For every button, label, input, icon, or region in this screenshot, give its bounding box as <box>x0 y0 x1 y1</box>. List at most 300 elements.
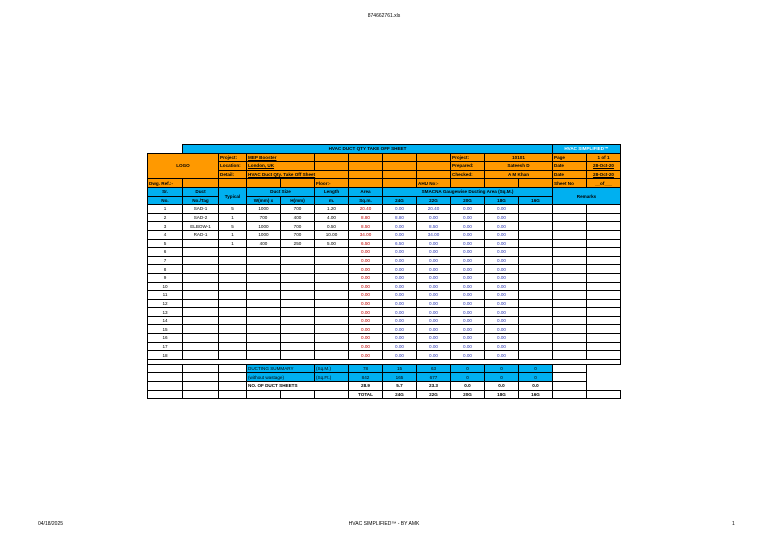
row-width <box>247 325 281 334</box>
row-remarks <box>587 308 621 317</box>
row-area: 8.50 <box>349 222 383 231</box>
row-height: 250 <box>281 239 315 248</box>
row-tag <box>183 265 219 274</box>
row-22g: 0.00 <box>417 316 451 325</box>
summary-label-3: NO. OF DUCT SHEETS <box>247 382 349 391</box>
row-width <box>247 308 281 317</box>
row-remarks <box>587 342 621 351</box>
row-remarks <box>553 308 587 317</box>
row-length <box>315 351 349 360</box>
row-length <box>315 248 349 257</box>
row-width <box>247 291 281 300</box>
row-16g <box>519 316 553 325</box>
row-area: 0.00 <box>349 265 383 274</box>
project-no-value: 10101 <box>485 153 553 162</box>
row-width: 700 <box>247 213 281 222</box>
checked-value: A M Khan <box>485 170 553 179</box>
row-area: 6.50 <box>349 239 383 248</box>
row-typical <box>219 282 247 291</box>
table-row <box>148 308 621 317</box>
row-width: 1000 <box>247 205 281 214</box>
row-tag <box>183 299 219 308</box>
floor-label: Floor:- <box>315 179 349 188</box>
col-no-tag: No./Tag <box>183 196 219 205</box>
row-20g: 0.00 <box>451 256 485 265</box>
summary-16g-sheets: 0.0 <box>519 382 553 391</box>
row-remarks <box>587 334 621 343</box>
row-width <box>247 299 281 308</box>
col-duct-size: Duct Size <box>247 187 315 196</box>
row-tag: RAD-1 <box>183 230 219 239</box>
sheet-no-label: Sheet No <box>553 179 587 188</box>
row-remarks <box>587 265 621 274</box>
row-remarks <box>587 222 621 231</box>
sheet-no-value: __of___ <box>587 179 621 188</box>
row-16g <box>519 325 553 334</box>
row-16g <box>519 213 553 222</box>
row-tag <box>183 282 219 291</box>
project-label: Project: <box>219 153 247 162</box>
row-18g: 0.00 <box>485 205 519 214</box>
row-20g: 0.00 <box>451 325 485 334</box>
row-remarks <box>553 299 587 308</box>
row-height <box>281 282 315 291</box>
row-22g: 0.00 <box>417 265 451 274</box>
row-remarks <box>553 256 587 265</box>
row-area: 0.00 <box>349 248 383 257</box>
row-typical: 1 <box>219 213 247 222</box>
table-row <box>148 316 621 325</box>
summary-24g-sqm: 15 <box>383 364 417 373</box>
row-remarks <box>553 265 587 274</box>
row-remarks <box>553 325 587 334</box>
row-typical <box>219 342 247 351</box>
row-length <box>315 316 349 325</box>
col-width: W(mm) x <box>247 196 281 205</box>
row-height: 700 <box>281 230 315 239</box>
total-16g: 16G <box>519 390 553 399</box>
row-16g <box>519 230 553 239</box>
row-remarks <box>553 316 587 325</box>
row-18g: 0.00 <box>485 273 519 282</box>
row-16g <box>519 239 553 248</box>
row-16g <box>519 342 553 351</box>
page-value: 1 of 1 <box>587 153 621 162</box>
summary-24g-sheets: 5.7 <box>383 382 417 391</box>
detail-label: Detail: <box>219 170 247 179</box>
row-length <box>315 299 349 308</box>
row-area: 34.00 <box>349 230 383 239</box>
row-length <box>315 291 349 300</box>
row-typical <box>219 325 247 334</box>
row-18g: 0.00 <box>485 308 519 317</box>
footer-date: 04/18/2025 <box>38 521 64 527</box>
row-height <box>281 248 315 257</box>
row-width: 1000 <box>247 222 281 231</box>
row-18g: 0.00 <box>485 351 519 360</box>
row-24g: 6.50 <box>383 239 417 248</box>
row-typical: 5 <box>219 222 247 231</box>
row-16g <box>519 248 553 257</box>
row-remarks <box>553 334 587 343</box>
row-remarks <box>587 256 621 265</box>
row-22g: 0.00 <box>417 308 451 317</box>
row-remarks <box>553 291 587 300</box>
logo: LOGO <box>148 153 219 179</box>
row-20g: 0.00 <box>451 291 485 300</box>
row-width <box>247 248 281 257</box>
row-typical: 1 <box>219 239 247 248</box>
row-sr: 4 <box>148 230 183 239</box>
row-typical <box>219 334 247 343</box>
row-area: 0.00 <box>349 325 383 334</box>
footer-title: HVAC SIMPLIFIED™ - BY AMK <box>348 521 420 527</box>
table-row <box>148 265 621 274</box>
row-tag <box>183 273 219 282</box>
row-24g: 0.00 <box>383 273 417 282</box>
row-24g: 0.00 <box>383 316 417 325</box>
row-tag <box>183 342 219 351</box>
row-18g: 0.00 <box>485 334 519 343</box>
summary-22g-sqft: 677 <box>417 373 451 382</box>
prepared-label: Prepared: <box>451 162 485 171</box>
row-18g: 0.00 <box>485 222 519 231</box>
row-typical: 5 <box>219 205 247 214</box>
row-remarks <box>587 282 621 291</box>
page-label: Page <box>553 153 587 162</box>
table-row <box>148 299 621 308</box>
row-sr: 12 <box>148 299 183 308</box>
row-20g: 0.00 <box>451 230 485 239</box>
row-22g: 0.00 <box>417 273 451 282</box>
row-tag <box>183 291 219 300</box>
row-width <box>247 256 281 265</box>
row-24g: 0.00 <box>383 334 417 343</box>
table-row <box>148 222 621 231</box>
row-area: 0.00 <box>349 299 383 308</box>
date1-label: Date <box>553 162 587 171</box>
row-area: 20.40 <box>349 205 383 214</box>
row-typical <box>219 316 247 325</box>
row-24g: 0.00 <box>383 265 417 274</box>
row-18g: 0.00 <box>485 239 519 248</box>
row-22g: 0.00 <box>417 256 451 265</box>
dwg-ref-label: Dwg. Ref.:- <box>148 179 183 188</box>
row-16g <box>519 273 553 282</box>
row-typical <box>219 308 247 317</box>
row-16g <box>519 299 553 308</box>
row-24g: 0.00 <box>383 325 417 334</box>
row-width <box>247 351 281 360</box>
row-width <box>247 265 281 274</box>
row-height <box>281 273 315 282</box>
row-24g: 0.00 <box>383 222 417 231</box>
row-24g: 0.00 <box>383 230 417 239</box>
row-tag: ELBOW-1 <box>183 222 219 231</box>
row-22g: 0.00 <box>417 334 451 343</box>
col-20g: 20G <box>451 196 485 205</box>
row-typical <box>219 273 247 282</box>
row-length <box>315 325 349 334</box>
row-remarks <box>587 299 621 308</box>
row-20g: 0.00 <box>451 316 485 325</box>
prepared-value: Sateesh D <box>485 162 553 171</box>
row-length <box>315 273 349 282</box>
date2-label: Date <box>553 170 587 179</box>
row-18g: 0.00 <box>485 299 519 308</box>
row-length: 10.00 <box>315 230 349 239</box>
row-length <box>315 334 349 343</box>
row-width <box>247 282 281 291</box>
summary-24g-sqft: 165 <box>383 373 417 382</box>
row-22g: 0.00 <box>417 325 451 334</box>
summary-area-sqm: 78 <box>349 364 383 373</box>
row-remarks <box>587 291 621 300</box>
row-typical <box>219 248 247 257</box>
row-area: 0.00 <box>349 282 383 291</box>
row-remarks <box>553 239 587 248</box>
row-18g: 0.00 <box>485 248 519 257</box>
summary-label-1: DUCTING SUMMARY <box>247 364 315 373</box>
project-value: MEP Booster <box>247 153 315 162</box>
row-remarks <box>587 213 621 222</box>
table-row <box>148 248 621 257</box>
row-18g: 0.00 <box>485 230 519 239</box>
row-sr: 17 <box>148 342 183 351</box>
checked-label: Checked: <box>451 170 485 179</box>
table-row <box>148 273 621 282</box>
row-16g <box>519 334 553 343</box>
row-sr: 7 <box>148 256 183 265</box>
row-height: 400 <box>281 213 315 222</box>
sheet-title: HVAC DUCT QTY TAKE OFF SHEET <box>183 145 553 154</box>
col-18g: 18G <box>485 196 519 205</box>
summary-area-sheets: 28.9 <box>349 382 383 391</box>
location-label: Location: <box>219 162 247 171</box>
row-24g: 0.00 <box>383 299 417 308</box>
row-typical <box>219 299 247 308</box>
total-20g: 20G <box>451 390 485 399</box>
row-sr: 9 <box>148 273 183 282</box>
row-tag <box>183 248 219 257</box>
row-tag <box>183 351 219 360</box>
row-20g: 0.00 <box>451 265 485 274</box>
row-tag <box>183 334 219 343</box>
file-name: 874662761.xls <box>367 13 401 19</box>
row-16g <box>519 205 553 214</box>
row-sr: 8 <box>148 265 183 274</box>
row-width: 400 <box>247 239 281 248</box>
col-smacna: SMACNA Gaugewise Ducting Area (Sq.M.) <box>383 187 553 196</box>
row-20g: 0.00 <box>451 273 485 282</box>
row-height <box>281 325 315 334</box>
row-22g: 0.00 <box>417 282 451 291</box>
summary-unit-sqft: (Sq.Ft.) <box>315 373 349 382</box>
row-16g <box>519 291 553 300</box>
row-typical: 1 <box>219 230 247 239</box>
row-remarks <box>587 248 621 257</box>
row-sr: 10 <box>148 282 183 291</box>
summary-label-2: (without wastage) <box>247 373 315 382</box>
row-20g: 0.00 <box>451 248 485 257</box>
row-remarks <box>587 239 621 248</box>
row-area: 0.00 <box>349 291 383 300</box>
row-height: 700 <box>281 205 315 214</box>
row-remarks <box>587 325 621 334</box>
row-typical <box>219 291 247 300</box>
row-24g: 0.00 <box>383 308 417 317</box>
row-length: 1.20 <box>315 205 349 214</box>
row-width <box>247 334 281 343</box>
col-24g: 24G <box>383 196 417 205</box>
row-22g: 34.00 <box>417 230 451 239</box>
row-area: 0.00 <box>349 308 383 317</box>
col-no: No. <box>148 196 183 205</box>
project-no-label: Project: <box>451 153 485 162</box>
row-height: 700 <box>281 222 315 231</box>
ahu-no-label: AHU No:- <box>417 179 451 188</box>
row-typical <box>219 265 247 274</box>
summary-area-sqft: 842 <box>349 373 383 382</box>
row-16g <box>519 308 553 317</box>
row-tag <box>183 308 219 317</box>
row-remarks <box>553 273 587 282</box>
total-18g: 18G <box>485 390 519 399</box>
row-height <box>281 342 315 351</box>
row-22g: 0.00 <box>417 299 451 308</box>
row-sr: 1 <box>148 205 183 214</box>
row-24g: 8.80 <box>383 213 417 222</box>
row-20g: 0.00 <box>451 308 485 317</box>
row-sr: 5 <box>148 239 183 248</box>
row-20g: 0.00 <box>451 205 485 214</box>
row-length <box>315 256 349 265</box>
table-row <box>148 256 621 265</box>
summary-20g-sqm: 0 <box>451 364 485 373</box>
row-remarks <box>587 351 621 360</box>
table-row <box>148 334 621 343</box>
summary-18g-sqm: 0 <box>485 364 519 373</box>
table-row <box>148 205 621 214</box>
total-24g: 24G <box>383 390 417 399</box>
date2-value: 28-Oct-20 <box>587 170 621 179</box>
row-remarks <box>587 273 621 282</box>
col-typical: Typical <box>219 187 247 204</box>
summary-18g-sheets: 0.0 <box>485 382 519 391</box>
table-row <box>148 325 621 334</box>
row-tag: SAD-2 <box>183 213 219 222</box>
row-area: 0.00 <box>349 351 383 360</box>
row-sr: 14 <box>148 316 183 325</box>
row-remarks <box>553 342 587 351</box>
row-24g: 0.00 <box>383 205 417 214</box>
row-24g: 0.00 <box>383 342 417 351</box>
row-22g: 0.00 <box>417 213 451 222</box>
row-20g: 0.00 <box>451 342 485 351</box>
row-24g: 0.00 <box>383 248 417 257</box>
row-length <box>315 308 349 317</box>
row-sr: 11 <box>148 291 183 300</box>
row-width <box>247 342 281 351</box>
row-20g: 0.00 <box>451 334 485 343</box>
col-height: H(mm) <box>281 196 315 205</box>
row-typical <box>219 351 247 360</box>
row-height <box>281 351 315 360</box>
row-22g: 0.00 <box>417 351 451 360</box>
col-16g: 16G <box>519 196 553 205</box>
row-16g <box>519 265 553 274</box>
row-height <box>281 265 315 274</box>
row-24g: 0.00 <box>383 291 417 300</box>
row-sr: 2 <box>148 213 183 222</box>
row-tag <box>183 325 219 334</box>
row-sr: 13 <box>148 308 183 317</box>
summary-20g-sqft: 0 <box>451 373 485 382</box>
row-tag: SAD-1 <box>183 205 219 214</box>
row-tag <box>183 256 219 265</box>
row-18g: 0.00 <box>485 291 519 300</box>
row-remarks <box>587 316 621 325</box>
row-16g <box>519 256 553 265</box>
row-18g: 0.00 <box>485 282 519 291</box>
table-row <box>148 342 621 351</box>
row-area: 0.00 <box>349 342 383 351</box>
row-22g: 0.00 <box>417 239 451 248</box>
row-22g: 0.00 <box>417 291 451 300</box>
row-24g: 0.00 <box>383 256 417 265</box>
row-area: 0.00 <box>349 316 383 325</box>
row-remarks <box>553 205 587 214</box>
row-height <box>281 334 315 343</box>
row-sr: 6 <box>148 248 183 257</box>
row-length: 4.00 <box>315 213 349 222</box>
row-remarks <box>553 213 587 222</box>
row-16g <box>519 222 553 231</box>
row-length <box>315 342 349 351</box>
col-area-unit: Sq.m. <box>349 196 383 205</box>
total-label: TOTAL <box>349 390 383 399</box>
row-20g: 0.00 <box>451 299 485 308</box>
row-18g: 0.00 <box>485 342 519 351</box>
summary-unit-sqm: (Sq.M.) <box>315 364 349 373</box>
row-length <box>315 265 349 274</box>
row-typical <box>219 256 247 265</box>
row-remarks <box>587 205 621 214</box>
total-22g: 22G <box>417 390 451 399</box>
row-remarks <box>587 230 621 239</box>
row-area: 0.00 <box>349 334 383 343</box>
col-sr: Sr. <box>148 187 183 196</box>
detail-value: HVAC Duct Qty. Take Off Sheet <box>247 170 349 179</box>
row-16g <box>519 351 553 360</box>
row-sr: 18 <box>148 351 183 360</box>
row-22g: 0.00 <box>417 248 451 257</box>
row-height <box>281 299 315 308</box>
row-22g: 0.00 <box>417 342 451 351</box>
table-row <box>148 239 621 248</box>
row-24g: 0.00 <box>383 282 417 291</box>
col-duct: Duct <box>183 187 219 196</box>
row-remarks <box>553 222 587 231</box>
row-remarks <box>553 230 587 239</box>
row-20g: 0.00 <box>451 213 485 222</box>
row-18g: 0.00 <box>485 316 519 325</box>
row-remarks <box>553 282 587 291</box>
row-height <box>281 316 315 325</box>
row-tag <box>183 316 219 325</box>
row-length: 5.00 <box>315 239 349 248</box>
row-22g: 8.50 <box>417 222 451 231</box>
